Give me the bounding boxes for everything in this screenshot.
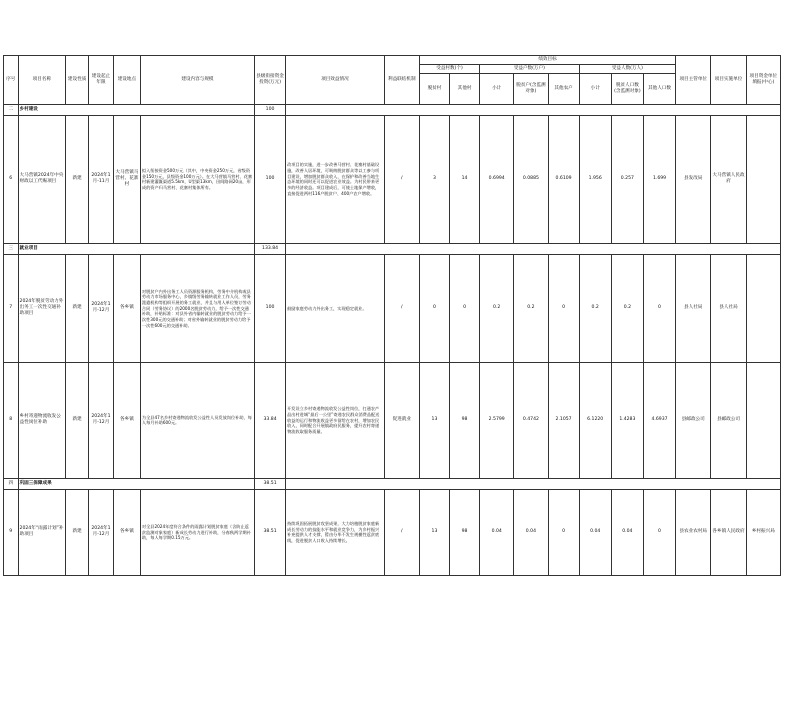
row-fund: 100 <box>255 254 286 362</box>
row-no: 8 <box>4 362 19 478</box>
row-fund: 38.51 <box>255 489 286 575</box>
row-no: 7 <box>4 254 19 362</box>
header-fund-admin: 项目资金单位填报(中心) <box>746 56 780 105</box>
row-benefit: 鼓励家庭劳动力外出务工，实现稳定就业。 <box>286 254 385 362</box>
header-poor-households: 脱贫户(含监测对象) <box>514 73 548 104</box>
row-subtotal-households: 0.2 <box>480 254 514 362</box>
header-period: 建设起止年限 <box>89 56 114 105</box>
row-place: 大马营镇马营村、花寨村 <box>113 115 140 243</box>
row-poor-households: 0.4742 <box>514 362 548 478</box>
section-no: 三 <box>4 243 19 254</box>
header-dept: 项目主管单位 <box>676 56 711 105</box>
header-other-village: 其他村 <box>450 73 480 104</box>
header-households: 受益户数(万户) <box>480 64 580 73</box>
section-row-employment <box>4 243 781 254</box>
row-nature: 新建 <box>66 254 89 362</box>
row-poor-people: 0.257 <box>611 115 643 243</box>
row-no: 6 <box>4 115 19 243</box>
row-content: 为全县47名乡村寄递物流收发公益性人员发放岗位补助，每人每月补助600元。 <box>140 362 254 478</box>
row-period: 2024年1月-12月 <box>89 362 114 478</box>
row-nature: 新建 <box>66 489 89 575</box>
row-other-households: 0 <box>548 254 579 362</box>
row-mechanism: 促进就业 <box>384 362 419 478</box>
header-nature: 建设性质 <box>66 56 89 105</box>
row-benefit: 开发设立乡村寄递物流收发公益性岗位，打通农产品出村进城“最后一公里”寄递农民群众消费品配送收益的运行和物流收益更多留给在农村，增加农民收入，同时配合开展镇政府民服务，提升农村寄递物流收取服务质量。 <box>286 362 385 478</box>
row-subtotal-people: 6.1220 <box>579 362 611 478</box>
row-dept: 县发改局 <box>676 115 711 243</box>
header-other-people: 其他人口数 <box>643 73 675 104</box>
row-mechanism: / <box>384 254 419 362</box>
row-period: 2024年1月-12月 <box>89 254 114 362</box>
header-poor-village: 脱贫村 <box>419 73 449 104</box>
row-other-households: 0 <box>548 489 579 575</box>
section-no: 二 <box>4 104 19 115</box>
row-benefit: 改项目的实施，进一步改善马营村、花寨村基础设施，改善人居环境，可吸纳脱贫群众等以工参与项目建设，增加脱贫群众收入，在保护和改善当地生态环境的同时还可以促进农业效益。为村民带来更多的经济收益。项目建成后，可使土地保产增收，直接促进两村116户脱贫户、400户农户增收。 <box>286 115 385 243</box>
table-row <box>4 254 781 362</box>
row-other-people: 0 <box>643 254 675 362</box>
row-content: 拟入衔接资金500万元（其中，中央资金250万元，省级资金150万元，县级资金100万元）。在大马营镇马营村、花寨村新建灌溉渠道5.5km，U型渠13km，田间路网20亩，形成的资产归马营村、花寨村集体所有。 <box>140 115 254 243</box>
header-name: 项目名称 <box>18 56 66 105</box>
project-table-sheet <box>0 55 789 576</box>
header-performance: 绩效目标 <box>419 56 675 65</box>
row-dept: 县邮政公司 <box>676 362 711 478</box>
table-row <box>4 489 781 575</box>
row-poor-people: 0.04 <box>611 489 643 575</box>
row-mechanism: / <box>384 489 419 575</box>
row-fund-admin <box>746 362 780 478</box>
header-other-households: 其他农户 <box>548 73 579 104</box>
row-place: 各乡镇 <box>113 362 140 478</box>
row-other-village: 0 <box>450 254 480 362</box>
header-place: 建设地点 <box>113 56 140 105</box>
row-impl: 县邮政公司 <box>711 362 746 478</box>
row-poor-village: 0 <box>419 254 449 362</box>
row-poor-village: 13 <box>419 489 449 575</box>
row-poor-households: 0.0885 <box>514 115 548 243</box>
row-nature: 新建 <box>66 362 89 478</box>
row-subtotal-households: 2.5799 <box>480 362 514 478</box>
table-row <box>4 362 781 478</box>
row-fund-admin <box>746 115 780 243</box>
row-fund-admin: 乡村振兴局 <box>746 489 780 575</box>
header-subtotal-people: 小计 <box>579 73 611 104</box>
row-poor-households: 0.04 <box>514 489 548 575</box>
section-row-rural-construction <box>4 104 781 115</box>
row-content: 对全县2024年度符合条件的雨露计划脱贫家庭（含防止返贫监测对象家庭）新成长劳动力进行补助，分春秋两学期补助，每人每学期0.15万元。 <box>140 489 254 575</box>
row-place: 各乡镇 <box>113 489 140 575</box>
header-poor-people: 脱贫人口数(含监测对象) <box>611 73 643 104</box>
header-mechanism: 利益联结机制 <box>384 56 419 105</box>
row-subtotal-people: 0.2 <box>579 254 611 362</box>
row-other-village: 98 <box>450 362 480 478</box>
row-other-households: 0.6109 <box>548 115 579 243</box>
row-fund: 100 <box>255 115 286 243</box>
section-row-three-guarantees <box>4 478 781 489</box>
row-fund-admin <box>746 254 780 362</box>
header-subtotal-households: 小计 <box>480 73 514 104</box>
header-impl: 项目实施单位 <box>711 56 746 105</box>
header-people: 受益人数(万人) <box>579 64 675 73</box>
row-poor-village: 3 <box>419 115 449 243</box>
row-place: 各乡镇 <box>113 254 140 362</box>
row-poor-households: 0.2 <box>514 254 548 362</box>
section-title: 就业项目 <box>18 243 254 254</box>
row-name: 大马营镇2024年中央财政以工代赈项目 <box>18 115 66 243</box>
row-benefit: 持续巩固拓展脱贫攻坚成果，大力培植脱贫家庭新成长劳动力的技能水平和就业竞争力，为乡村振兴补充提供人才支撑，暂由分毕不发生规模性返贫底线，促进脱贫人口收入持续增长。 <box>286 489 385 575</box>
row-period: 2024年1月-12月 <box>89 489 114 575</box>
row-nature: 新建 <box>66 115 89 243</box>
row-no: 9 <box>4 489 19 575</box>
row-dept: 县人社局 <box>676 254 711 362</box>
header-content: 建设内容与规模 <box>140 56 254 105</box>
row-other-people: 0 <box>643 489 675 575</box>
table-row <box>4 115 781 243</box>
row-other-households: 2.1057 <box>548 362 579 478</box>
row-other-people: 1.699 <box>643 115 675 243</box>
row-impl: 大马营镇人民政府 <box>711 115 746 243</box>
row-impl: 县人社局 <box>711 254 746 362</box>
section-fund: 38.51 <box>255 478 286 489</box>
row-subtotal-households: 0.04 <box>480 489 514 575</box>
section-title: 乡村建设 <box>18 104 254 115</box>
section-fund: 100 <box>255 104 286 115</box>
section-no: 四 <box>4 478 19 489</box>
row-other-village: 14 <box>450 115 480 243</box>
row-subtotal-people: 1.956 <box>579 115 611 243</box>
header-fund: 县级衔接资金投资(万元) <box>255 56 286 105</box>
row-poor-village: 13 <box>419 362 449 478</box>
row-impl: 各乡镇人民政府 <box>711 489 746 575</box>
row-content: 对脱贫户内外出务工人员资源服务机构，劳务中介机构或县劳动力市场服务中心，乡镇级劳务输转就业工作人员，劳务派遣机构等组织开展的务工就业，并且与用人单位签订劳动合同（劳务协议）的2000名脱贫劳动力，给予一次性交通补助，补贴标准：对县外省内输转就业的脱贫劳动力给予一次性300元的交通补助；对省外输转就业的脱贫劳动力给予一次性600元的交通补助。 <box>140 254 254 362</box>
section-title: 巩固三保障成果 <box>18 478 254 489</box>
row-poor-people: 0.2 <box>611 254 643 362</box>
row-period: 2024年1月-11月 <box>89 115 114 243</box>
header-villages: 受益村数(个) <box>419 64 479 73</box>
header-benefit: 项目效益情况 <box>286 56 385 105</box>
row-mechanism: / <box>384 115 419 243</box>
row-other-people: 4.6937 <box>643 362 675 478</box>
row-name: 2024年脱贫劳动力外出务工一次性交通补助项目 <box>18 254 66 362</box>
row-dept: 县农业农村局 <box>676 489 711 575</box>
row-poor-people: 1.4283 <box>611 362 643 478</box>
header-no: 序号 <box>4 56 19 105</box>
row-fund: 33.84 <box>255 362 286 478</box>
project-table <box>3 55 781 576</box>
row-name: 2024年“雨露计划”补助项目 <box>18 489 66 575</box>
row-name: 乡村寄递物流收发公益性岗位补助 <box>18 362 66 478</box>
section-fund: 133.84 <box>255 243 286 254</box>
row-other-village: 98 <box>450 489 480 575</box>
row-subtotal-households: 0.6994 <box>480 115 514 243</box>
row-subtotal-people: 0.04 <box>579 489 611 575</box>
